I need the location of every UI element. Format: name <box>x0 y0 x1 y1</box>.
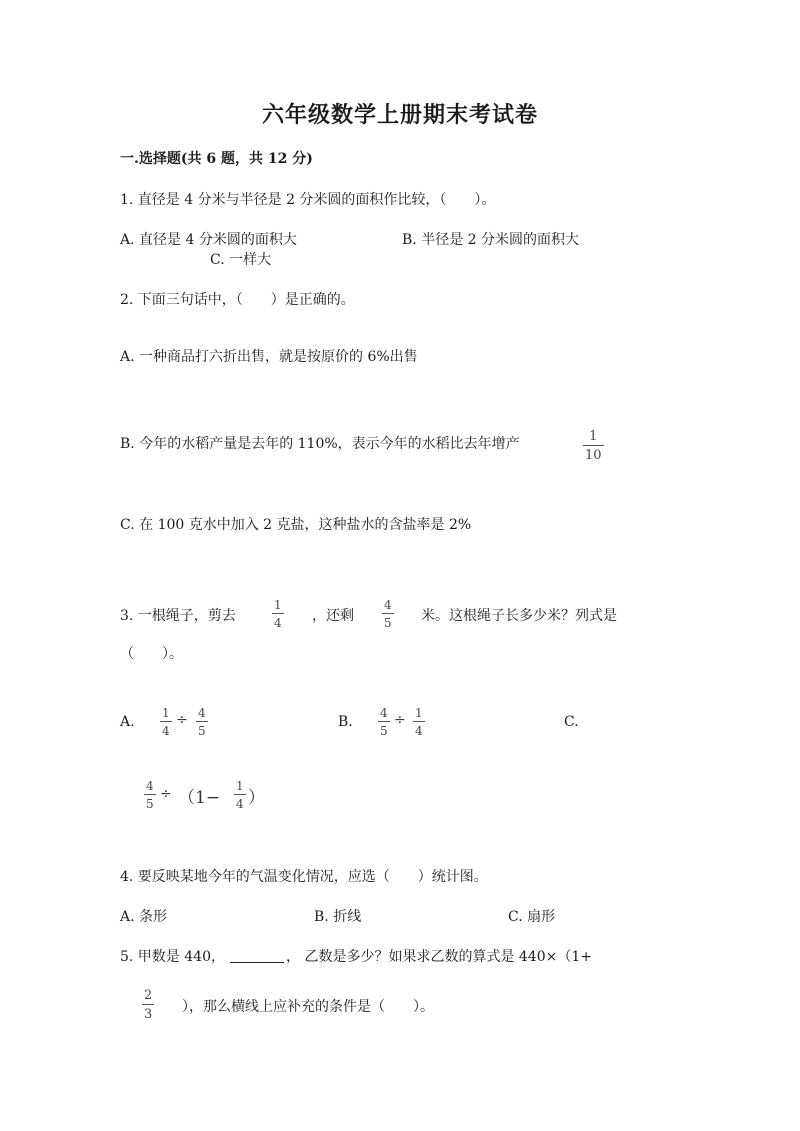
question-2-option-b: B. 今年的水稻产量是去年的 110%，表示今年的水稻比去年增产 <box>120 436 520 452</box>
fraction-numerator: 1 <box>589 429 598 444</box>
fraction-denominator: 5 <box>380 724 388 738</box>
question-1-option-b: B. 半径是 2 分米圆的面积大 <box>402 232 579 248</box>
fraction-denominator: 5 <box>384 616 392 630</box>
fraction-denominator: 10 <box>585 448 602 463</box>
fraction-denominator: 4 <box>274 616 282 630</box>
fraction-numerator: 1 <box>162 706 170 720</box>
question-1-option-a: A. 直径是 4 分米圆的面积大 <box>120 232 297 248</box>
page-title: 六年级数学上册期末考试卷 <box>261 102 538 128</box>
question-5-stem-part1: 5. 甲数是 440， <box>120 949 225 965</box>
division-operator: ÷ <box>160 786 172 802</box>
answer-blank-line <box>230 962 284 963</box>
question-3-option-b-label: B. <box>338 714 353 730</box>
question-1-option-c: C. 一样大 <box>210 252 272 268</box>
question-3-stem-part3: 米。这根绳子长多少米？列式是 <box>421 608 617 624</box>
question-2-option-c: C. 在 100 克水中加入 2 克盐，这种盐水的含盐率是 2% <box>120 517 472 533</box>
question-4-option-c: C. 扇形 <box>508 909 556 925</box>
question-3-option-b-fraction-1 <box>378 707 390 737</box>
fraction-denominator: 4 <box>236 797 244 811</box>
question-3-option-c-close-paren: ） <box>248 788 265 808</box>
question-2-option-a: A. 一种商品打六折出售，就是按原价的 6%出售 <box>120 349 418 365</box>
question-4-option-b: B. 折线 <box>314 909 362 925</box>
question-3-option-c-fraction-2 <box>234 780 246 810</box>
fraction-numerator: 4 <box>380 706 388 720</box>
question-3-option-b-fraction-2 <box>413 707 425 737</box>
question-2-option-b-fraction <box>583 430 604 462</box>
section-heading-choice: 一.选择题(共 6 题，共 12 分) <box>120 151 313 167</box>
question-5-stem-part3: ），那么横线上应补充的条件是（ ）。 <box>182 999 434 1015</box>
question-3-fraction-cut <box>272 599 284 629</box>
question-3-option-a-label: A. <box>120 714 135 730</box>
question-3-stem-part4: （ ）。 <box>120 646 183 662</box>
fraction-numerator: 1 <box>274 598 282 612</box>
question-3-stem-part2: ，还剩 <box>312 608 354 624</box>
question-3-option-c-fraction-1 <box>144 780 156 810</box>
fraction-numerator: 2 <box>144 988 153 1003</box>
question-5-stem-part2: ， 乙数是多少？如果求乙数的算式是 440×（1+ <box>286 949 592 965</box>
fraction-numerator: 1 <box>236 779 244 793</box>
fraction-denominator: 4 <box>415 724 423 738</box>
fraction-denominator: 5 <box>198 724 206 738</box>
question-5-fraction <box>142 989 154 1021</box>
division-operator: ÷ <box>394 712 406 728</box>
question-3-option-c-open-paren: （1− <box>178 788 221 808</box>
question-4-option-a: A. 条形 <box>120 909 168 925</box>
fraction-denominator: 3 <box>144 1007 153 1022</box>
question-1-stem: 1. 直径是 4 分米与半径是 2 分米圆的面积作比较，（ ）。 <box>120 192 496 208</box>
question-3-stem-part1: 3. 一根绳子，剪去 <box>120 608 236 624</box>
question-3-fraction-remain <box>382 599 394 629</box>
division-operator: ÷ <box>176 712 188 728</box>
question-3-option-a-fraction-2 <box>196 707 208 737</box>
fraction-numerator: 4 <box>146 779 154 793</box>
fraction-numerator: 4 <box>198 706 206 720</box>
question-3-option-c-label: C. <box>564 714 579 730</box>
question-3-option-a-fraction-1 <box>160 707 172 737</box>
fraction-denominator: 4 <box>162 724 170 738</box>
question-2-stem: 2. 下面三句话中，（ ）是正确的。 <box>120 292 355 308</box>
fraction-denominator: 5 <box>146 797 154 811</box>
fraction-numerator: 4 <box>384 598 392 612</box>
fraction-numerator: 1 <box>415 706 423 720</box>
question-4-stem: 4. 要反映某地今年的气温变化情况，应选（ ）统计图。 <box>120 869 488 885</box>
